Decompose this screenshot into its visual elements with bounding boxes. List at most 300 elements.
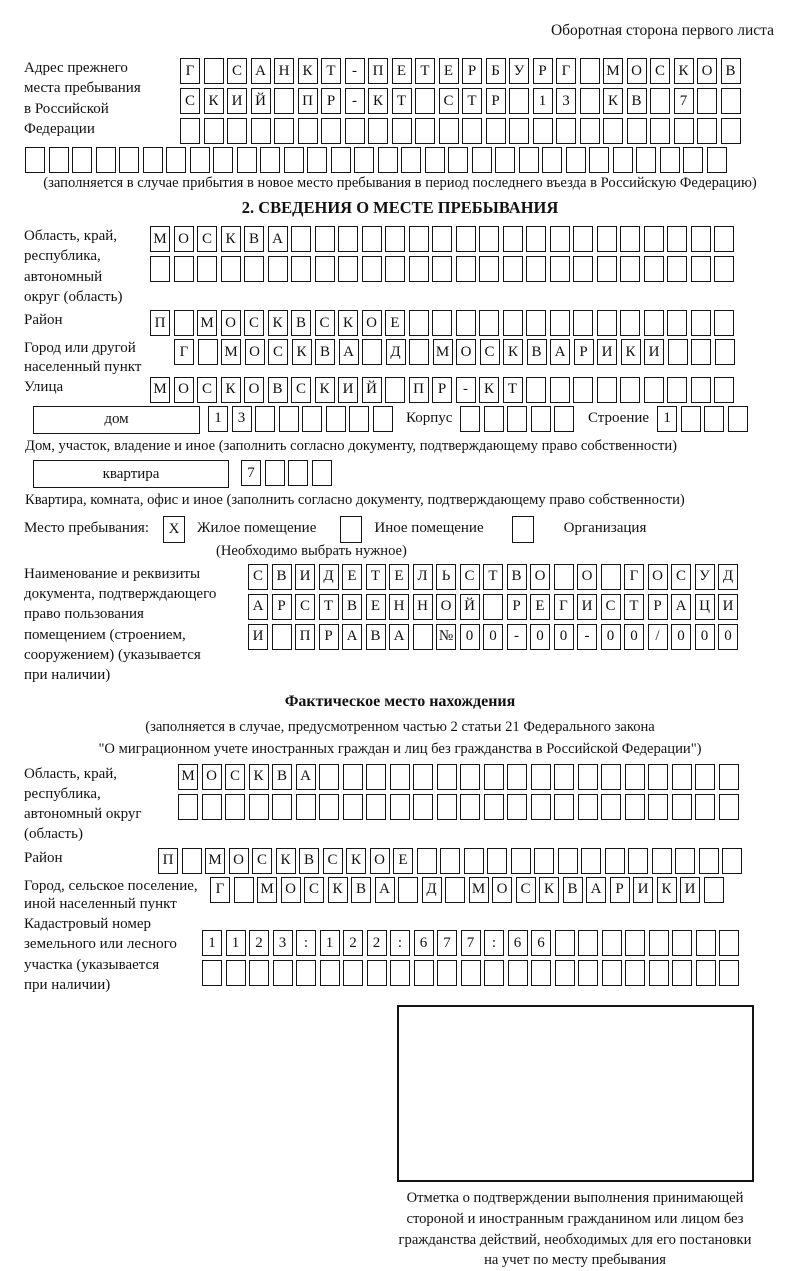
char-cell[interactable] [319, 794, 339, 820]
char-cell[interactable]: О [697, 58, 717, 84]
char-cell[interactable] [331, 147, 351, 173]
char-cell[interactable]: И [227, 88, 247, 114]
char-cell[interactable] [460, 406, 480, 432]
char-cell[interactable]: И [680, 877, 700, 903]
char-cell[interactable] [627, 118, 647, 144]
char-cell[interactable] [198, 339, 218, 365]
char-cell[interactable]: 7 [674, 88, 694, 114]
char-cell[interactable] [696, 930, 716, 956]
char-cell[interactable]: А [671, 594, 691, 620]
char-cell[interactable] [284, 147, 304, 173]
char-cell[interactable]: П [368, 58, 388, 84]
char-cell[interactable] [302, 406, 322, 432]
char-cell[interactable]: Й [251, 88, 271, 114]
char-cell[interactable] [508, 960, 528, 986]
char-cell[interactable]: 2 [343, 930, 363, 956]
char-cell[interactable]: 7 [241, 460, 261, 486]
char-cell[interactable]: В [507, 564, 527, 590]
char-cell[interactable] [417, 848, 437, 874]
char-cell[interactable] [249, 960, 269, 986]
char-cell[interactable] [174, 256, 194, 282]
char-cell[interactable] [675, 848, 695, 874]
char-cell[interactable]: А [375, 877, 395, 903]
char-cell[interactable]: Е [530, 594, 550, 620]
char-cell[interactable] [413, 794, 433, 820]
char-cell[interactable] [699, 848, 719, 874]
char-cell[interactable] [625, 764, 645, 790]
char-cell[interactable] [602, 930, 622, 956]
char-cell[interactable] [415, 118, 435, 144]
char-cell[interactable] [366, 764, 386, 790]
char-cell[interactable] [244, 256, 264, 282]
char-cell[interactable] [597, 226, 617, 252]
char-cell[interactable]: М [178, 764, 198, 790]
char-cell[interactable]: К [292, 339, 312, 365]
char-cell[interactable]: Т [462, 88, 482, 114]
char-cell[interactable]: - [345, 58, 365, 84]
char-cell[interactable] [707, 147, 727, 173]
char-cell[interactable] [550, 226, 570, 252]
char-cell[interactable] [625, 930, 645, 956]
char-cell[interactable] [96, 147, 116, 173]
char-cell[interactable] [526, 256, 546, 282]
char-cell[interactable] [503, 310, 523, 336]
char-cell[interactable]: 0 [460, 624, 480, 650]
char-cell[interactable] [601, 564, 621, 590]
char-cell[interactable]: К [338, 310, 358, 336]
char-cell[interactable]: 3 [232, 406, 252, 432]
char-cell[interactable] [719, 794, 739, 820]
char-cell[interactable] [714, 226, 734, 252]
char-cell[interactable] [620, 226, 640, 252]
char-cell[interactable]: 1 [202, 930, 222, 956]
char-cell[interactable]: № [436, 624, 456, 650]
char-cell[interactable]: - [345, 88, 365, 114]
char-cell[interactable] [652, 848, 672, 874]
char-cell[interactable]: О [281, 877, 301, 903]
char-cell[interactable] [390, 764, 410, 790]
char-cell[interactable]: Е [392, 58, 412, 84]
char-cell[interactable] [25, 147, 45, 173]
char-cell[interactable] [555, 930, 575, 956]
char-cell[interactable]: К [674, 58, 694, 84]
char-cell[interactable]: Т [392, 88, 412, 114]
char-cell[interactable] [531, 960, 551, 986]
char-cell[interactable] [265, 460, 285, 486]
char-cell[interactable]: 1 [657, 406, 677, 432]
char-cell[interactable] [580, 58, 600, 84]
char-cell[interactable]: С [480, 339, 500, 365]
char-cell[interactable] [462, 118, 482, 144]
char-cell[interactable]: И [633, 877, 653, 903]
char-cell[interactable] [573, 226, 593, 252]
char-cell[interactable]: Н [274, 58, 294, 84]
char-cell[interactable] [719, 960, 739, 986]
char-cell[interactable] [367, 960, 387, 986]
char-cell[interactable] [704, 877, 724, 903]
char-cell[interactable] [602, 960, 622, 986]
char-cell[interactable]: П [295, 624, 315, 650]
char-cell[interactable] [484, 794, 504, 820]
char-cell[interactable]: В [563, 877, 583, 903]
char-cell[interactable] [519, 147, 539, 173]
char-cell[interactable] [464, 848, 484, 874]
char-cell[interactable] [425, 147, 445, 173]
char-cell[interactable]: Т [319, 594, 339, 620]
char-cell[interactable] [578, 794, 598, 820]
char-cell[interactable] [531, 794, 551, 820]
char-cell[interactable] [625, 960, 645, 986]
char-cell[interactable] [573, 310, 593, 336]
char-cell[interactable]: Н [413, 594, 433, 620]
char-cell[interactable] [150, 256, 170, 282]
char-cell[interactable] [578, 960, 598, 986]
char-cell[interactable]: К [621, 339, 641, 365]
char-cell[interactable] [479, 310, 499, 336]
char-cell[interactable] [273, 960, 293, 986]
char-cell[interactable] [691, 339, 711, 365]
char-cell[interactable]: : [484, 930, 504, 956]
char-cell[interactable]: Р [486, 88, 506, 114]
char-cell[interactable]: С [225, 764, 245, 790]
char-cell[interactable] [681, 406, 701, 432]
char-cell[interactable] [601, 794, 621, 820]
char-cell[interactable] [696, 960, 716, 986]
char-cell[interactable] [667, 226, 687, 252]
char-cell[interactable] [625, 794, 645, 820]
char-cell[interactable]: Г [556, 58, 576, 84]
char-cell[interactable] [550, 256, 570, 282]
char-cell[interactable] [507, 764, 527, 790]
char-cell[interactable] [437, 764, 457, 790]
char-cell[interactable]: 6 [531, 930, 551, 956]
char-cell[interactable] [605, 848, 625, 874]
char-cell[interactable]: С [197, 377, 217, 403]
char-cell[interactable] [227, 118, 247, 144]
char-cell[interactable]: С [671, 564, 691, 590]
char-cell[interactable]: 0 [554, 624, 574, 650]
char-cell[interactable]: К [315, 377, 335, 403]
char-cell[interactable]: Д [718, 564, 738, 590]
char-cell[interactable]: К [221, 377, 241, 403]
char-cell[interactable]: М [603, 58, 623, 84]
char-cell[interactable] [509, 118, 529, 144]
char-cell[interactable]: М [197, 310, 217, 336]
char-cell[interactable]: Р [574, 339, 594, 365]
char-cell[interactable]: П [150, 310, 170, 336]
char-cell[interactable] [362, 339, 382, 365]
char-cell[interactable] [321, 118, 341, 144]
char-cell[interactable] [432, 256, 452, 282]
char-cell[interactable] [648, 794, 668, 820]
char-cell[interactable] [166, 147, 186, 173]
char-cell[interactable] [373, 406, 393, 432]
char-cell[interactable]: Р [321, 88, 341, 114]
char-cell[interactable]: 0 [695, 624, 715, 650]
char-cell[interactable] [291, 256, 311, 282]
char-cell[interactable] [343, 960, 363, 986]
char-cell[interactable]: М [221, 339, 241, 365]
char-cell[interactable] [644, 256, 664, 282]
char-cell[interactable]: 0 [624, 624, 644, 650]
char-cell[interactable] [291, 226, 311, 252]
char-cell[interactable] [578, 930, 598, 956]
char-cell[interactable] [554, 764, 574, 790]
char-cell[interactable]: П [409, 377, 429, 403]
char-cell[interactable] [296, 960, 316, 986]
char-cell[interactable]: 1 [320, 930, 340, 956]
char-cell[interactable] [487, 848, 507, 874]
char-cell[interactable]: Р [272, 594, 292, 620]
char-cell[interactable] [178, 794, 198, 820]
char-cell[interactable] [728, 406, 748, 432]
char-cell[interactable] [554, 406, 574, 432]
char-cell[interactable] [307, 147, 327, 173]
char-cell[interactable] [580, 118, 600, 144]
char-cell[interactable]: 0 [671, 624, 691, 650]
char-cell[interactable]: С [304, 877, 324, 903]
char-cell[interactable] [636, 147, 656, 173]
char-cell[interactable] [486, 118, 506, 144]
char-cell[interactable]: : [390, 930, 410, 956]
char-cell[interactable] [534, 848, 554, 874]
char-cell[interactable] [695, 764, 715, 790]
char-cell[interactable]: В [291, 310, 311, 336]
char-cell[interactable] [597, 377, 617, 403]
char-cell[interactable]: И [295, 564, 315, 590]
char-cell[interactable]: К [368, 88, 388, 114]
char-cell[interactable] [691, 310, 711, 336]
char-cell[interactable]: 0 [483, 624, 503, 650]
char-cell[interactable]: Р [432, 377, 452, 403]
char-cell[interactable]: Т [503, 377, 523, 403]
char-cell[interactable]: 3 [273, 930, 293, 956]
char-cell[interactable] [483, 594, 503, 620]
char-cell[interactable] [704, 406, 724, 432]
char-cell[interactable]: А [389, 624, 409, 650]
char-cell[interactable]: О [436, 594, 456, 620]
char-cell[interactable] [479, 256, 499, 282]
char-cell[interactable] [390, 960, 410, 986]
char-cell[interactable] [691, 377, 711, 403]
char-cell[interactable] [202, 960, 222, 986]
char-cell[interactable]: Л [413, 564, 433, 590]
char-cell[interactable] [119, 147, 139, 173]
char-cell[interactable]: В [351, 877, 371, 903]
char-cell[interactable] [495, 147, 515, 173]
char-cell[interactable]: К [249, 764, 269, 790]
char-cell[interactable]: А [339, 339, 359, 365]
char-cell[interactable] [573, 256, 593, 282]
char-cell[interactable] [578, 764, 598, 790]
char-cell[interactable] [320, 960, 340, 986]
char-cell[interactable]: И [248, 624, 268, 650]
char-cell[interactable]: С [295, 594, 315, 620]
char-cell[interactable]: Е [393, 848, 413, 874]
checkbox-zhiloe-pomeshchenie[interactable]: X [163, 516, 185, 543]
char-cell[interactable] [613, 147, 633, 173]
char-cell[interactable] [550, 310, 570, 336]
char-cell[interactable]: А [586, 877, 606, 903]
char-cell[interactable] [251, 118, 271, 144]
char-cell[interactable]: М [150, 377, 170, 403]
char-cell[interactable] [620, 256, 640, 282]
char-cell[interactable]: Г [210, 877, 230, 903]
char-cell[interactable] [204, 118, 224, 144]
char-cell[interactable] [274, 88, 294, 114]
char-cell[interactable]: Г [174, 339, 194, 365]
char-cell[interactable]: М [150, 226, 170, 252]
char-cell[interactable] [507, 794, 527, 820]
char-cell[interactable]: К [657, 877, 677, 903]
char-cell[interactable] [338, 256, 358, 282]
char-cell[interactable] [49, 147, 69, 173]
char-cell[interactable]: К [479, 377, 499, 403]
char-cell[interactable] [456, 256, 476, 282]
char-cell[interactable]: У [509, 58, 529, 84]
char-cell[interactable] [312, 460, 332, 486]
char-cell[interactable]: Т [366, 564, 386, 590]
char-cell[interactable]: Е [439, 58, 459, 84]
char-cell[interactable]: Г [180, 58, 200, 84]
char-cell[interactable] [366, 794, 386, 820]
char-cell[interactable]: Ц [695, 594, 715, 620]
char-cell[interactable]: И [597, 339, 617, 365]
char-cell[interactable]: Й [460, 594, 480, 620]
char-cell[interactable] [362, 226, 382, 252]
char-cell[interactable]: К [503, 339, 523, 365]
char-cell[interactable]: С [252, 848, 272, 874]
char-cell[interactable]: О [648, 564, 668, 590]
char-cell[interactable]: В [366, 624, 386, 650]
char-cell[interactable] [672, 930, 692, 956]
char-cell[interactable] [668, 339, 688, 365]
char-cell[interactable] [385, 377, 405, 403]
char-cell[interactable]: Р [319, 624, 339, 650]
char-cell[interactable] [649, 930, 669, 956]
char-cell[interactable]: М [433, 339, 453, 365]
char-cell[interactable] [362, 256, 382, 282]
char-cell[interactable]: С [248, 564, 268, 590]
char-cell[interactable]: А [268, 226, 288, 252]
char-cell[interactable] [72, 147, 92, 173]
char-cell[interactable]: 7 [437, 930, 457, 956]
char-cell[interactable] [714, 256, 734, 282]
char-cell[interactable] [409, 339, 429, 365]
char-cell[interactable] [650, 88, 670, 114]
char-cell[interactable] [298, 118, 318, 144]
char-cell[interactable]: Е [385, 310, 405, 336]
char-cell[interactable] [580, 88, 600, 114]
char-cell[interactable] [672, 794, 692, 820]
char-cell[interactable]: Д [422, 877, 442, 903]
char-cell[interactable] [556, 118, 576, 144]
char-cell[interactable] [566, 147, 586, 173]
char-cell[interactable] [182, 848, 202, 874]
char-cell[interactable] [385, 226, 405, 252]
char-cell[interactable] [237, 147, 257, 173]
char-cell[interactable] [714, 377, 734, 403]
char-cell[interactable] [319, 764, 339, 790]
char-cell[interactable]: О [456, 339, 476, 365]
char-cell[interactable]: Т [483, 564, 503, 590]
char-cell[interactable]: С [268, 339, 288, 365]
char-cell[interactable]: К [204, 88, 224, 114]
char-cell[interactable]: С [315, 310, 335, 336]
char-cell[interactable]: 1 [533, 88, 553, 114]
char-cell[interactable]: С [291, 377, 311, 403]
char-cell[interactable]: 0 [601, 624, 621, 650]
char-cell[interactable]: Е [389, 564, 409, 590]
char-cell[interactable]: С [180, 88, 200, 114]
char-cell[interactable] [180, 118, 200, 144]
char-cell[interactable]: С [650, 58, 670, 84]
char-cell[interactable]: О [202, 764, 222, 790]
char-cell[interactable]: В [627, 88, 647, 114]
char-cell[interactable] [697, 88, 717, 114]
char-cell[interactable] [683, 147, 703, 173]
char-cell[interactable] [620, 377, 640, 403]
char-cell[interactable]: Е [342, 564, 362, 590]
char-cell[interactable] [288, 460, 308, 486]
char-cell[interactable] [667, 310, 687, 336]
char-cell[interactable]: Р [533, 58, 553, 84]
char-cell[interactable] [456, 310, 476, 336]
char-cell[interactable]: С [516, 877, 536, 903]
char-cell[interactable] [644, 310, 664, 336]
char-cell[interactable] [672, 764, 692, 790]
char-cell[interactable]: М [257, 877, 277, 903]
char-cell[interactable] [691, 226, 711, 252]
char-cell[interactable] [345, 118, 365, 144]
char-cell[interactable] [511, 848, 531, 874]
char-cell[interactable] [414, 960, 434, 986]
char-cell[interactable] [667, 377, 687, 403]
char-cell[interactable] [550, 377, 570, 403]
char-cell[interactable]: О [627, 58, 647, 84]
char-cell[interactable] [526, 310, 546, 336]
char-cell[interactable]: С [323, 848, 343, 874]
char-cell[interactable]: - [507, 624, 527, 650]
char-cell[interactable] [409, 256, 429, 282]
char-cell[interactable] [445, 877, 465, 903]
char-cell[interactable] [368, 118, 388, 144]
char-cell[interactable]: К [276, 848, 296, 874]
char-cell[interactable] [531, 406, 551, 432]
char-cell[interactable] [533, 118, 553, 144]
char-cell[interactable]: А [296, 764, 316, 790]
char-cell[interactable]: 1 [226, 930, 246, 956]
char-cell[interactable]: 7 [461, 930, 481, 956]
char-cell[interactable] [484, 764, 504, 790]
char-cell[interactable]: 3 [556, 88, 576, 114]
char-cell[interactable]: К [298, 58, 318, 84]
char-cell[interactable]: 0 [530, 624, 550, 650]
char-cell[interactable]: О [244, 377, 264, 403]
char-cell[interactable] [461, 960, 481, 986]
char-cell[interactable] [279, 406, 299, 432]
char-cell[interactable] [260, 147, 280, 173]
char-cell[interactable] [721, 88, 741, 114]
char-cell[interactable]: В [315, 339, 335, 365]
char-cell[interactable] [343, 794, 363, 820]
char-cell[interactable]: С [227, 58, 247, 84]
char-cell[interactable]: Д [319, 564, 339, 590]
char-cell[interactable]: / [648, 624, 668, 650]
char-cell[interactable]: Г [624, 564, 644, 590]
char-cell[interactable]: К [539, 877, 559, 903]
char-cell[interactable]: И [644, 339, 664, 365]
